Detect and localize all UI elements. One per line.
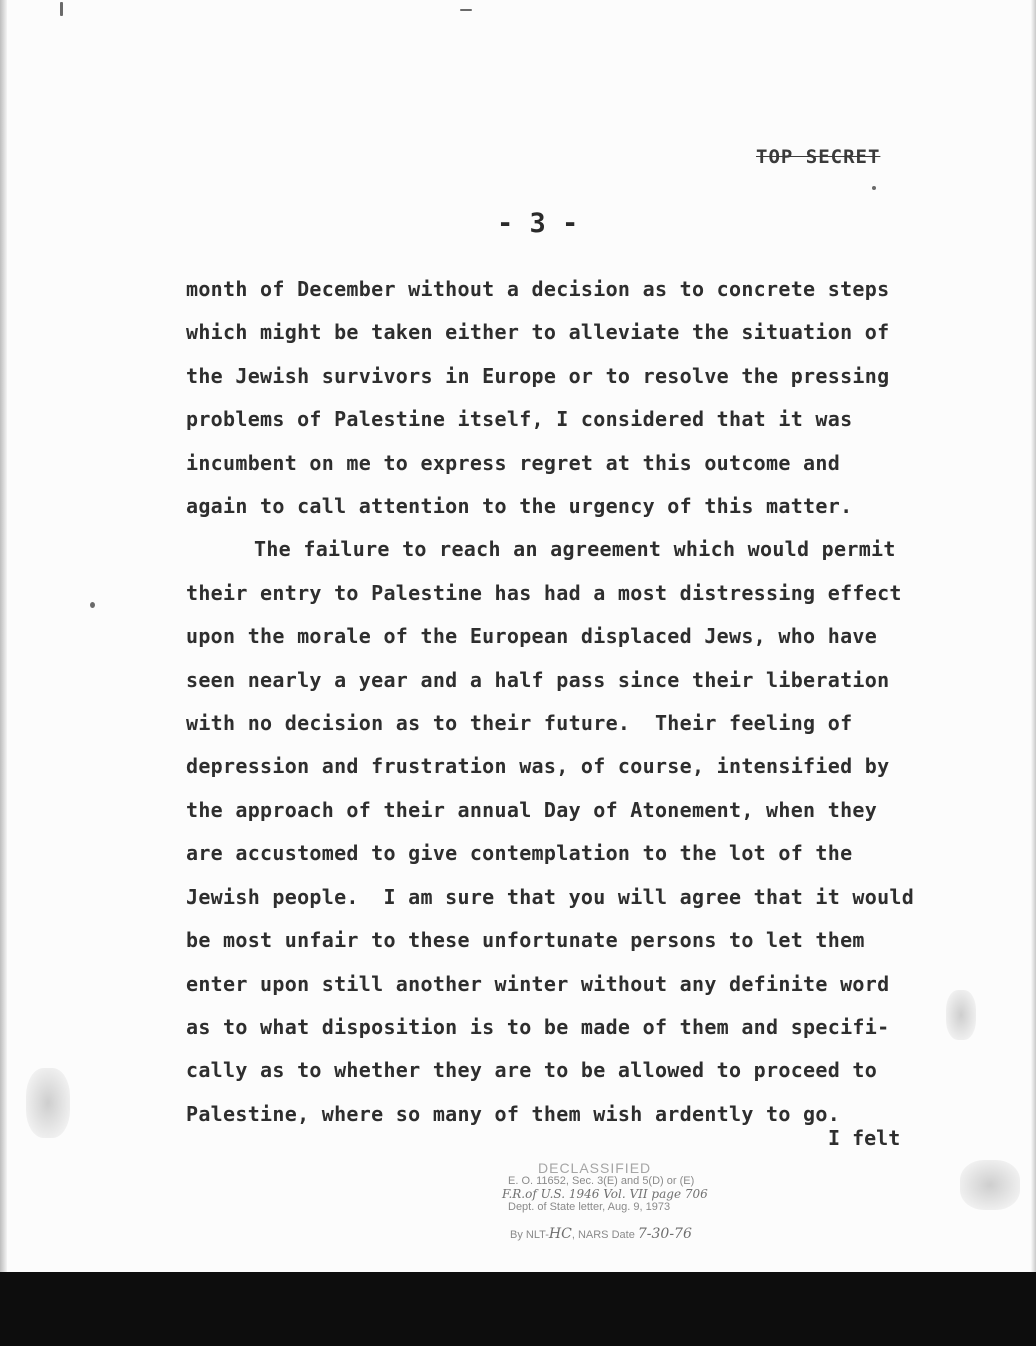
body-line: problems of Palestine itself, I considered that it was [186, 407, 853, 432]
stamp-authority-line: E. O. 11652, Sec. 3(E) and 5(D) or (E) [508, 1175, 695, 1187]
body-line: enter upon still another winter without any definite word [186, 971, 890, 996]
body-line: as to what disposition is to be made of them and specifi- [186, 1014, 890, 1039]
body-line: seen nearly a year and a half pass since their liberation [186, 667, 890, 692]
body-line: be most unfair to these unfortunate persons to let them [186, 928, 865, 953]
paragraph-start-line: The failure to reach an agreement which would permit [254, 537, 896, 562]
page-number: - 3 - [497, 208, 579, 239]
body-line: which might be taken either to alleviate the situation of [186, 320, 890, 345]
body-line: Palestine, where so many of them wish ardently to go. [186, 1101, 841, 1126]
body-line: upon the morale of the European displaced Jews, who have [186, 624, 878, 649]
scan-smudge [26, 1068, 70, 1138]
body-line: incumbent on me to express regret at this outcome and [186, 450, 841, 475]
declassification-stamp [502, 1160, 828, 1242]
letter-body [186, 268, 966, 1136]
stamp-handwritten-reference: F.R.of U.S. 1946 Vol. VII page 706 [502, 1187, 708, 1201]
stamp-signature-line [510, 1228, 828, 1242]
body-line: month of December without a decision as to concrete steps [186, 277, 890, 301]
scan-speck [872, 186, 876, 190]
body-line: cally as to whether they are to be allowed to proceed to [186, 1058, 878, 1083]
body-line: Jewish people. I am sure that you will agree that it would [186, 884, 915, 909]
stamp-letter-line: Dept. of State letter, Aug. 9, 1973 [508, 1201, 671, 1213]
scan-left-edge [0, 0, 7, 1272]
body-line: are accustomed to give contemplation to the lot of the [186, 841, 853, 866]
scan-bottom-border [0, 1272, 1036, 1346]
body-line: again to call attention to the urgency of this matter. [186, 494, 853, 519]
body-line: the approach of their annual Day of Atonement, when they [186, 797, 878, 822]
stamp-nars-label: , NARS Date [571, 1229, 635, 1241]
stamp-by-initials: HC [548, 1226, 572, 1242]
classification-marking: TOP SECRET [756, 146, 881, 168]
scan-smudge [960, 1160, 1020, 1210]
stamp-by-label: By NLT- [510, 1229, 549, 1241]
scan-speck [460, 9, 472, 11]
continuation-catchword: I felt [828, 1126, 901, 1150]
scan-right-edge [1031, 0, 1036, 1272]
scan-speck [90, 602, 95, 608]
scan-smudge [946, 990, 976, 1040]
body-line: the Jewish survivors in Europe or to resolve the pressing [186, 363, 890, 388]
body-line: depression and frustration was, of course, intensified by [186, 754, 890, 779]
body-line: with no decision as to their future. Their feeling of [186, 711, 853, 736]
body-line: their entry to Palestine has had a most distressing effect [186, 580, 902, 605]
stamp-nars-date: 7-30-76 [637, 1226, 692, 1242]
stamp-title: DECLASSIFIED [538, 1160, 652, 1176]
scan-speck [60, 2, 63, 16]
